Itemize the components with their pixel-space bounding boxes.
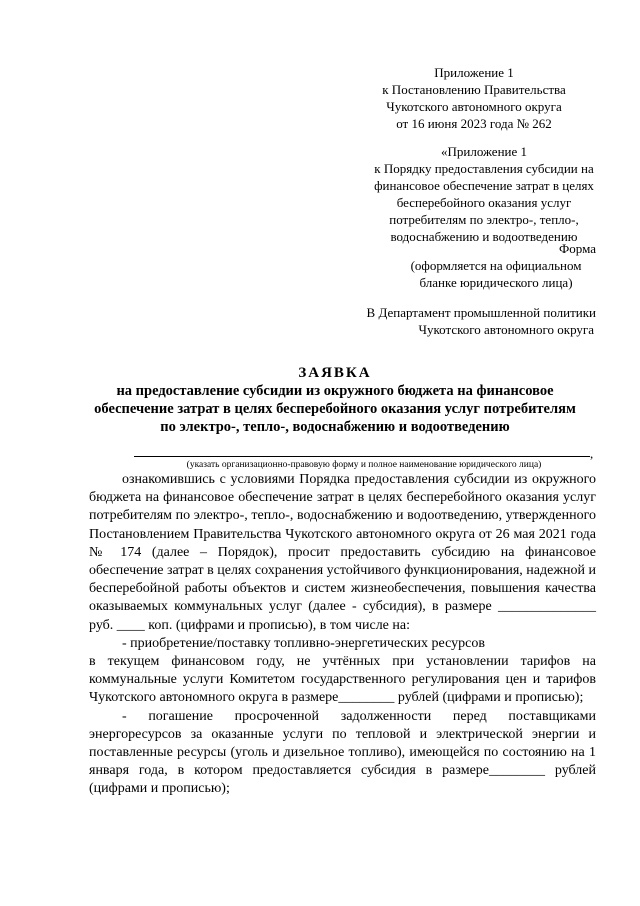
title-main: ЗАЯВКА — [298, 365, 372, 381]
application-body — [89, 471, 596, 799]
addressee — [296, 304, 596, 338]
paragraph-main: ознакомившись с условиями Порядка предоставления субсидии из окружного бюджета на финансовое обеспечение затрат в целях бесперебойного оказания услуг потребителям по электро-, тепло-, водоснабжению и водоотведению, утвержденного Постановлением Правительства Чукотского автономного округа от 26 мая 2021 года № 174 (далее – Порядок), просит предоставить субсидию на финансовое обеспечение затрат в целях сохранения устойчивого функционирования, надежной и бесперебойной работы объектов и систем жизнеобеспечения, повышения качества оказываемых коммунальных услуг (далее - субсидия), в размере ______________ руб. ____ коп. (цифрами и прописью), в том числе на: — [89, 472, 596, 633]
annex-line: Чукотского автономного округа — [386, 99, 562, 114]
annex-line: водоснабжению и водоотведению — [390, 229, 578, 244]
form-note-line: бланке юридического лица) — [419, 275, 573, 290]
addressee-line: Чукотского автономного округа — [418, 322, 594, 337]
annex-line: бесперебойного оказания услуг — [396, 195, 572, 210]
annex-line: финансовое обеспечение затрат в целях — [374, 178, 594, 193]
annex-date-line: от 16 июня 2023 года № 262 — [396, 116, 552, 131]
document-title — [60, 364, 610, 436]
annex-header — [346, 64, 602, 132]
annex-line: к Постановлению Правительства — [382, 82, 566, 97]
item-debt: - погашение просроченной задолженности перед поставщиками энергоресурсов за оказанные услуги по тепловой и электрической энергии и поставленные ресурсы (уголь и дизельное топливо), имеющейся по состоянию на 1 января года, в котором предоставляется субсидия в размере________ рублей (цифрами и прописью); — [89, 708, 596, 797]
annex-line: «Приложение 1 — [440, 144, 528, 159]
item-fuel-rest: в текущем финансовом году, не учтённых при установлении тарифов на коммунальные услуги Комитетом государственного регулирования цен и тарифов Чукотского автономного округа в размере________ рублей (цифрами и прописью); — [89, 654, 596, 706]
addressee-line: В Департамент промышленной политики — [366, 305, 596, 320]
item-fuel-lead: - приобретение/поставку топливно-энергетических ресурсов — [122, 635, 485, 651]
title-line: по электро-, тепло-, водоснабжению и водоотведению — [160, 419, 510, 435]
applicant-hint: (указать организационно-правовую форму и полное наименование юридического лица) — [186, 460, 542, 470]
annex-line: Приложение 1 — [434, 65, 514, 80]
annex-line: к Порядку предоставления субсидии на — [374, 161, 594, 176]
applicant-name-blank[interactable] — [134, 446, 590, 457]
annex-line: потребителям по электро-, тепло-, — [389, 212, 579, 227]
blank-comma: , — [590, 446, 594, 461]
form-label: Форма — [559, 241, 596, 256]
form-note-line: (оформляется на официальном — [410, 258, 582, 273]
form-note — [396, 240, 596, 291]
annex-to-procedure — [352, 143, 616, 245]
title-line: на предоставление субсидии из окружного бюджета на финансовое — [116, 383, 554, 399]
title-line: обеспечение затрат в целях бесперебойного оказания услуг потребителям — [94, 401, 576, 417]
